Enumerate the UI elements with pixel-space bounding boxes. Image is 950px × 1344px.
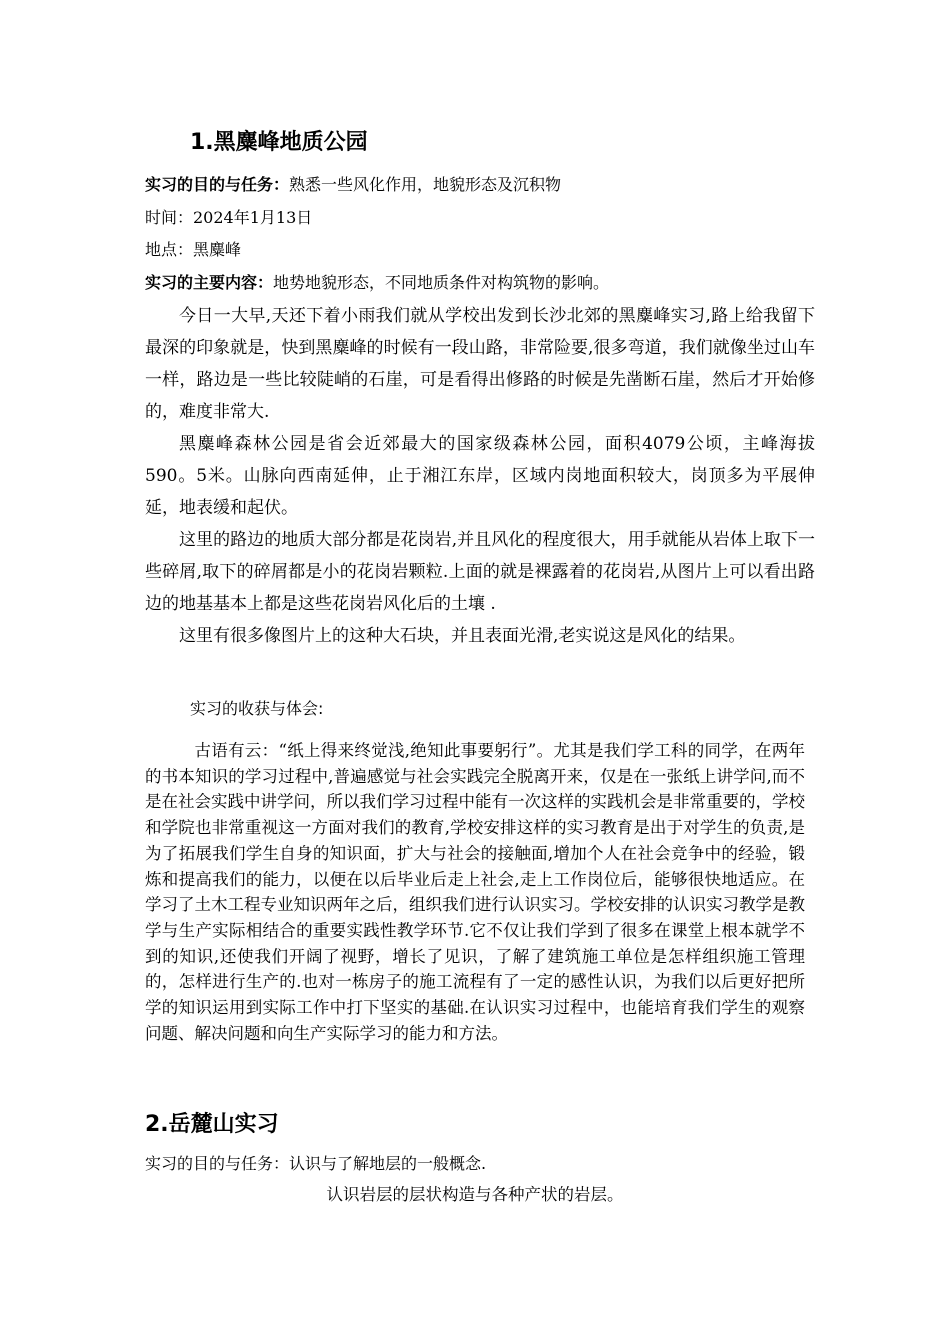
purpose-text: 熟悉一些风化作用，地貌形态及沉积物 (289, 175, 562, 194)
paragraph: 黑麋峰森林公园是省会近郊最大的国家级森林公园，面积4079公顷，主峰海拔590。5米。山脉向西南延伸，止于湘江东岸，区域内岗地面积较大，岗顶多为平展伸延，地表缓和起伏。 (145, 434, 815, 518)
section2-purpose: 实习的目的与任务：认识与了解地层的一般概念. (145, 1154, 487, 1173)
gain-paragraph: 古语有云：“纸上得来终觉浅,绝知此事要躬行”。尤其是我们学工科的同学，在两年的书本知识的学习过程中,普遍感觉与社会实践完全脱离开来，仅是在一张纸上讲学问,而不是在社会实践中讲学问，所以我们学习过程中能有一次这样的实践机会是非常重要的，学校和学院也非常重视这一方面对我们的教育,学校安排这样的实习教育是出于对学生的负责,是为了拓展我们学生自身的知识面，扩大与社会的接触面,增加个人在社会竞争中的经验，锻炼和提高我们的能力，以便在以后毕业后走上社会,走上工作岗位后，能够很快地适应。在学习了土木工程专业知识两年之后，组织我们进行认识实习。学校安排的认识实习教学是教学与生产实际相结合的重要实践性教学环节.它不仅让我们学到了很多在课堂上根本就学不到的知识,还使我们开阔了视野，增长了见识，了解了建筑施工单位是怎样组织施工管理的，怎样进行生产的.也对一栋房子的施工流程有了一定的感性认识，为我们以后更好把所学的知识运用到实际工作中打下坚实的基础.在认识实习过程中，也能培育我们学生的观察问题、解决问题和向生产实际学习的能力和方法。 (145, 741, 805, 1043)
section1-title: 1.黑麋峰地质公园 (190, 130, 368, 155)
section2-title: 2.岳麓山实习 (145, 1112, 279, 1137)
purpose-label: 实习的目的与任务： (145, 175, 290, 194)
gain-title: 实习的收获与体会: (190, 699, 324, 718)
section2-purpose-continued: 认识岩层的层状构造与各种产状的岩层。 (326, 1185, 624, 1204)
content-text: 地势地貌形态，不同地质条件对构筑物的影响。 (273, 273, 610, 292)
place-line: 地点：黑麋峰 (145, 240, 242, 259)
paragraph: 这里有很多像图片上的这种大石块，并且表面光滑,老实说这是风化的结果。 (179, 626, 746, 646)
gain-text (145, 738, 805, 1046)
time-line: 时间：2024年1月13日 (145, 208, 313, 227)
body-paragraphs (145, 300, 815, 652)
content-line (145, 270, 609, 293)
content-label: 实习的主要内容： (145, 273, 274, 292)
paragraph: 这里的路边的地质大部分都是花岗岩,并且风化的程度很大，用手就能从岩体上取下一些碎屑,取下的碎屑都是小的花岗岩颗粒.上面的就是裸露着的花岗岩,从图片上可以看出路边的地基基本上都是这些花岗岩风化后的土壤 . (145, 530, 815, 614)
paragraph: 今日一大早,天还下着小雨我们就从学校出发到长沙北郊的黑麋峰实习,路上给我留下最深的印象就是，快到黑麋峰的时候有一段山路，非常险要,很多弯道，我们就像坐过山车一样，路边是一些比较陡峭的石崖，可是看得出修路的时候是先凿断石崖，然后才开始修的，难度非常大. (145, 306, 815, 422)
purpose-line (145, 172, 561, 195)
